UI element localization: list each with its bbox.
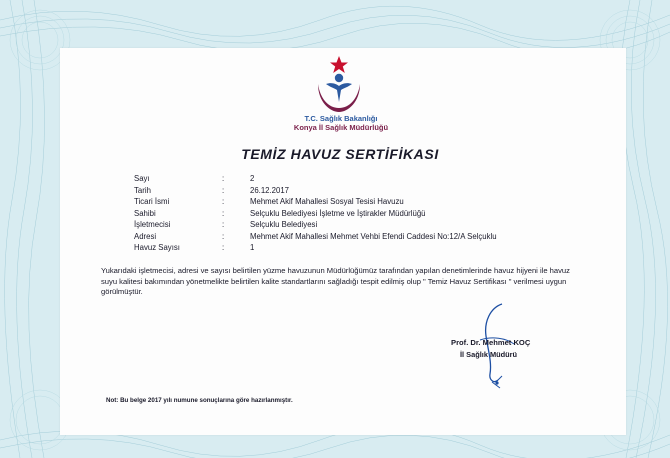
field-separator: :	[222, 243, 225, 252]
field-label: Tarih	[134, 185, 151, 195]
field-separator: :	[222, 220, 225, 229]
field-value: Selçuklu Belediyesi İşletme ve İştirakler Müdürlüğü	[250, 208, 426, 218]
field-label: Sahibi	[134, 208, 156, 218]
field-value: Selçuklu Belediyesi	[250, 220, 318, 229]
field-label: Ticari İsmi	[134, 197, 170, 206]
field-label: Sayı	[134, 174, 150, 183]
field-label: Adresi	[134, 231, 157, 241]
field-label: Havuz Sayısı	[134, 243, 180, 252]
footnote: Not: Bu belge 2017 yılı numune sonuçlarına göre hazırlanmıştır.	[106, 397, 293, 404]
field-separator: :	[222, 197, 225, 206]
ministry-logo-icon	[308, 54, 370, 116]
field-value: 1	[250, 243, 255, 252]
field-separator: :	[222, 231, 225, 241]
field-value: Mehmet Akif Mahallesi Sosyal Tesisi Havuzu	[250, 197, 404, 206]
field-separator: :	[222, 174, 225, 183]
ministry-line-1: T.C. Sağlık Bakanlığı	[304, 114, 378, 123]
signatory-title: İl Sağlık Müdürü	[460, 350, 518, 359]
certificate-statement: Yukarıdaki işletmecisi, adresi ve sayısı belirtilen yüzme havuzunun Müdürlüğümüz tarafından yapılan denetimlerinde havuz hijyeni ile havuz suyu kalitesi bakımından yönetmelikte belirtilen kalite standartlarını sağladığı tespit edilmiş olup " Temiz Havuz Sertifikası " verilmesi uygun görülmüştür.	[101, 266, 570, 297]
ministry-name	[250, 114, 432, 132]
field-separator: :	[222, 208, 225, 218]
field-value: 2	[250, 174, 255, 183]
ministry-line-2: Konya İl Sağlık Müdürlüğü	[293, 123, 389, 132]
field-value: 26.12.2017	[250, 185, 290, 195]
field-value: Mehmet Akif Mahallesi Mehmet Vehbi Efendi Caddesi No:12/A Selçuklu	[250, 231, 497, 241]
signatory-name: Prof. Dr. Mehmet KOÇ	[451, 338, 531, 347]
certificate-title: TEMİZ HAVUZ SERTİFİKASI	[241, 146, 439, 162]
field-label: İşletmecisi	[134, 220, 171, 229]
field-separator: :	[222, 185, 225, 195]
